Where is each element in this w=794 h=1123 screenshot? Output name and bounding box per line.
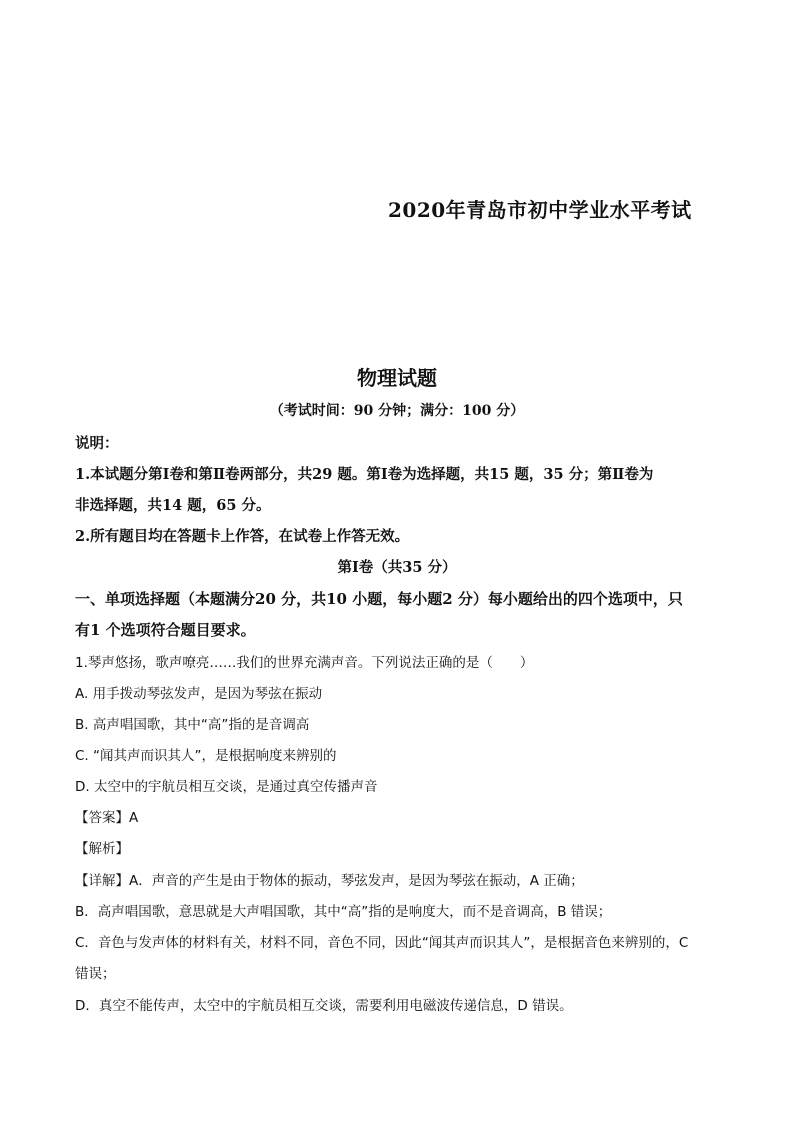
section-header-line-2: 有1 个选项符合题目要求。 (75, 621, 256, 639)
instructions-label: 说明： (75, 435, 119, 452)
question-1-option-a: A. 用手拨动琴弦发声，是因为琴弦在振动 (75, 686, 323, 702)
detail-line-c-2: 错误； (75, 966, 116, 982)
instruction-item-1-line-1: 1.本试题分第Ⅰ卷和第Ⅱ卷两部分，共29 题。第Ⅰ卷为选择题，共15 题，35 分；第Ⅱ卷为 (75, 466, 654, 483)
question-1-option-c: C. “闻其声而识其人”，是根据响度来辨别的 (75, 748, 337, 764)
detail-tag: 【详解】 (75, 873, 129, 889)
answer-value: A (129, 810, 139, 826)
answer-line (75, 806, 138, 826)
analysis-tag: 【解析】 (75, 841, 129, 857)
detail-line-b: B．高声唱国歌，意思就是大声唱国歌，其中“高”指的是响度大，而不是音调高，B 错误； (75, 904, 612, 920)
answer-tag: 【答案】 (75, 810, 129, 826)
question-1-option-b: B. 高声唱国歌，其中“高”指的是音调高 (75, 717, 310, 733)
detail-line-a (75, 869, 584, 889)
question-1-option-d: D. 太空中的宇航员相互交谈，是通过真空传播声音 (75, 779, 378, 795)
detail-line-c-1: C．音色与发声体的材料有关，材料不同，音色不同，因此“闻其声而识其人”，是根据音色来辨别的，C (75, 935, 689, 951)
instruction-item-1-line-2: 非选择题，共14 题，65 分。 (75, 497, 271, 514)
exam-time-score: （考试时间：90 分钟；满分：100 分） (269, 403, 525, 419)
detail-a-text: A．声音的产生是由于物体的振动，琴弦发声，是因为琴弦在振动，A 正确； (129, 873, 584, 889)
subject-title: 物理试题 (357, 366, 437, 390)
section-header-line-1: 一、单项选择题（本题满分20 分，共10 小题，每小题2 分）每小题给出的四个选项中，只 (75, 590, 683, 608)
question-1-stem: 1.琴声悠扬，歌声嘹亮……我们的世界充满声音。下列说法正确的是（ ） (75, 655, 534, 671)
detail-line-d: D．真空不能传声，太空中的宇航员相互交谈，需要利用电磁波传递信息，D 错误。 (75, 998, 573, 1014)
instruction-item-2: 2.所有题目均在答题卡上作答，在试卷上作答无效。 (75, 528, 410, 545)
volume-title: 第Ⅰ卷（共35 分） (337, 559, 457, 576)
exam-title: 2020年青岛市初中学业水平考试 (388, 198, 692, 222)
